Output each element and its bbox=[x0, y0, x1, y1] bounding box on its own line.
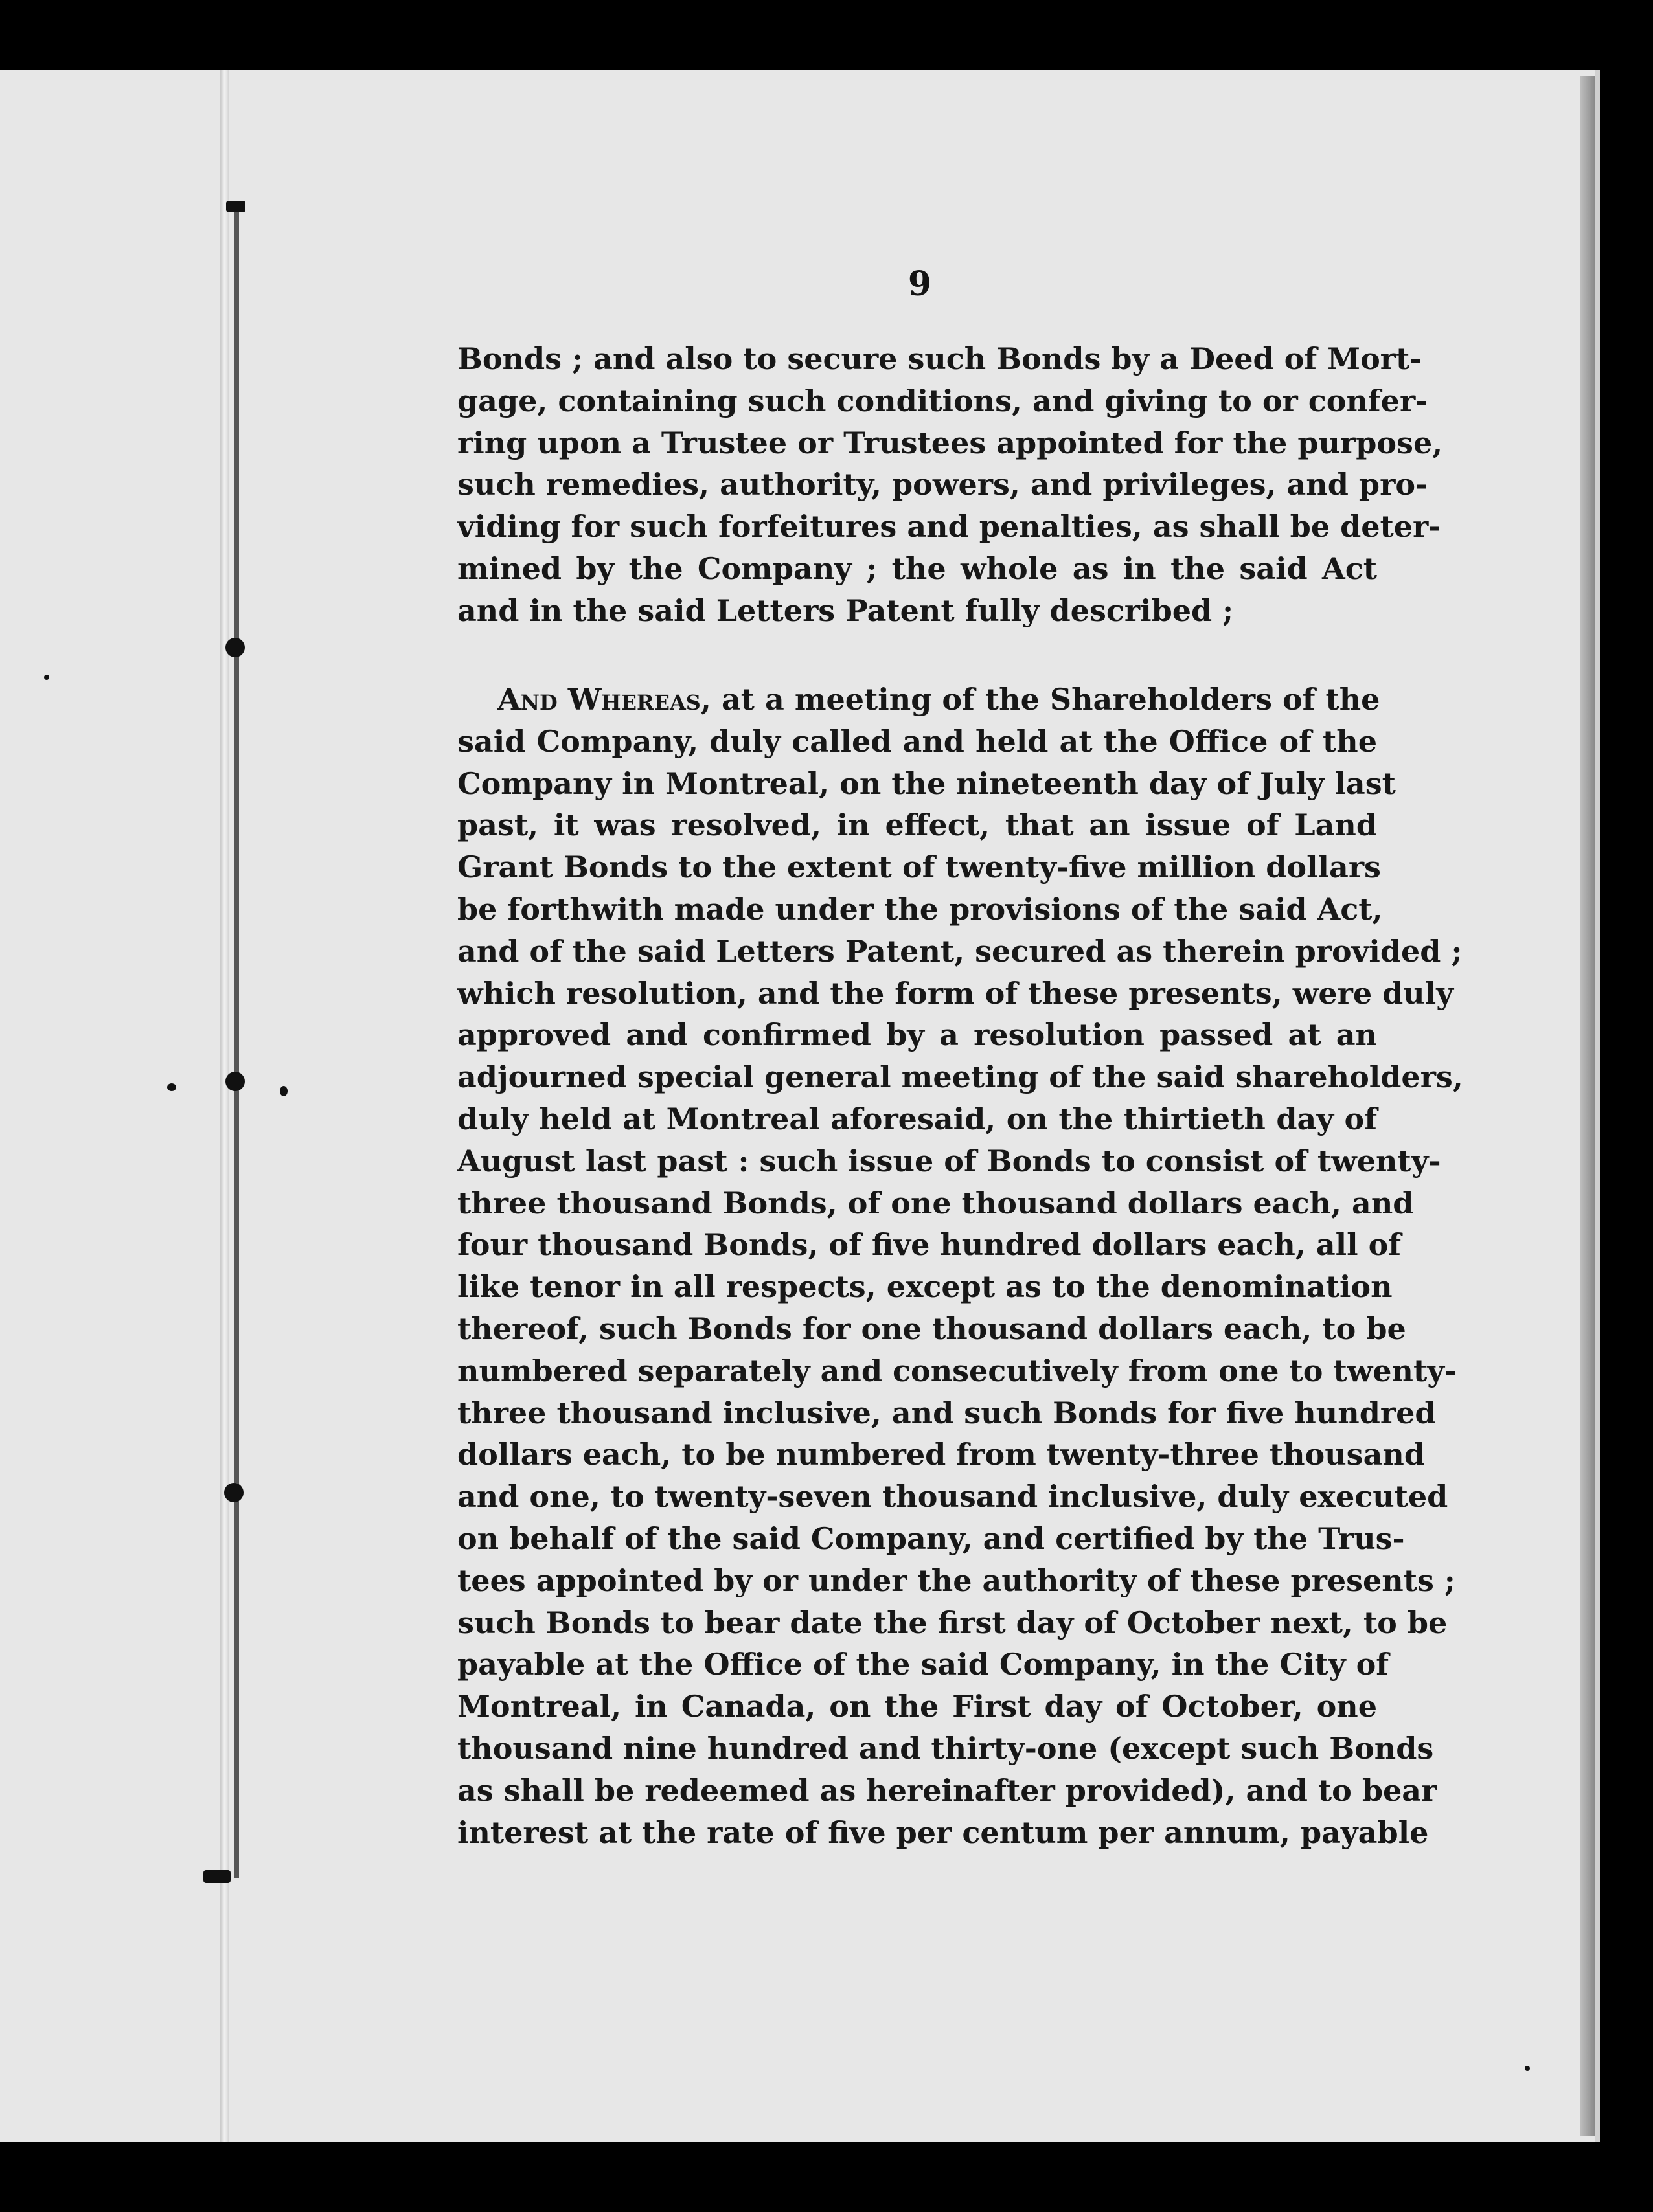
text-line: adjourned special general meeting of the said shareholders, bbox=[457, 1059, 1463, 1095]
page-edge bbox=[1580, 76, 1595, 2136]
text-line: such Bonds to bear date the first day of October next, to be bbox=[457, 1605, 1448, 1640]
text-line: and one, to twenty-seven thousand inclusive, duly executed bbox=[457, 1479, 1448, 1515]
text-line: dollars each, to be numbered from twenty-three thousand bbox=[457, 1437, 1425, 1473]
text-line: approved and confirmed by a resolution passed at an bbox=[457, 1017, 1377, 1053]
text-line: four thousand Bonds, of five hundred dollars each, all of bbox=[457, 1227, 1402, 1263]
binding-knot bbox=[225, 1072, 245, 1091]
text-line: and in the said Letters Patent fully described ; bbox=[457, 592, 1234, 628]
binding-knot bbox=[225, 638, 245, 657]
text-line bbox=[457, 679, 1380, 721]
text-line: tees appointed by or under the authority of these presents ; bbox=[457, 1563, 1455, 1598]
text-line: on behalf of the said Company, and certified by the Trus- bbox=[457, 1520, 1405, 1556]
text-line: as shall be redeemed as hereinafter provided), and to bear bbox=[457, 1772, 1437, 1808]
text-line: which resolution, and the form of these presents, were duly bbox=[457, 975, 1454, 1011]
ink-speck bbox=[280, 1086, 288, 1096]
text-line: three thousand Bonds, of one thousand dollars each, and bbox=[457, 1185, 1414, 1221]
binding-thread bbox=[234, 207, 239, 1878]
binding-knot bbox=[203, 1870, 231, 1883]
text-line: Bonds ; and also to secure such Bonds by a Deed of Mort- bbox=[457, 341, 1422, 376]
whereas-lead: And Whereas, bbox=[497, 682, 711, 717]
binding-gutter bbox=[220, 70, 229, 2142]
text-line: Montreal, in Canada, on the First day of October, one bbox=[457, 1689, 1377, 1724]
text-line: August last past : such issue of Bonds to consist of twenty- bbox=[457, 1143, 1441, 1179]
text-line: past, it was resolved, in effect, that an issue of Land bbox=[457, 807, 1377, 843]
text-line: like tenor in all respects, except as to the denomination bbox=[457, 1269, 1393, 1305]
page-number: 9 bbox=[907, 264, 932, 304]
text-line: gage, containing such conditions, and giving to or confer- bbox=[457, 383, 1428, 418]
text-line: thousand nine hundred and thirty-one (except such Bonds bbox=[457, 1730, 1434, 1766]
text-line: Company in Montreal, on the nineteenth day of July last bbox=[457, 765, 1396, 801]
text-line: thereof, such Bonds for one thousand dollars each, to be bbox=[457, 1311, 1406, 1346]
text-line: be forthwith made under the provisions of the said Act, bbox=[457, 891, 1383, 927]
ink-speck bbox=[1525, 2066, 1530, 2071]
text-line: viding for such forfeitures and penalties, as shall be deter- bbox=[457, 509, 1441, 545]
text-line: mined by the Company ; the whole as in the said Act bbox=[457, 550, 1377, 586]
text-line: three thousand inclusive, and such Bonds for five hundred bbox=[457, 1395, 1436, 1430]
text-line: Grant Bonds to the extent of twenty-five million dollars bbox=[457, 850, 1381, 885]
text-line: and of the said Letters Patent, secured as therein provided ; bbox=[457, 933, 1463, 969]
binding-knot bbox=[226, 201, 245, 212]
text-line: numbered separately and consecutively from one to twenty- bbox=[457, 1353, 1457, 1388]
text-line: payable at the Office of the said Company, in the City of bbox=[457, 1647, 1389, 1682]
text-line-rest: at a meeting of the Shareholders of the bbox=[721, 682, 1380, 717]
text-line: duly held at Montreal aforesaid, on the thirtieth day of bbox=[457, 1101, 1377, 1136]
text-line: interest at the rate of five per centum per annum, payable bbox=[457, 1814, 1429, 1850]
text-line: ring upon a Trustee or Trustees appointed for the purpose, bbox=[457, 425, 1443, 460]
ink-speck bbox=[167, 1083, 176, 1091]
text-line: such remedies, authority, powers, and privileges, and pro- bbox=[457, 467, 1428, 502]
ink-speck bbox=[44, 675, 49, 680]
paragraph-whereas bbox=[457, 679, 1463, 1853]
text-line: said Company, duly called and held at the Office of the bbox=[457, 723, 1377, 759]
paragraph-continuation bbox=[457, 338, 1443, 632]
binding-knot bbox=[224, 1483, 244, 1502]
